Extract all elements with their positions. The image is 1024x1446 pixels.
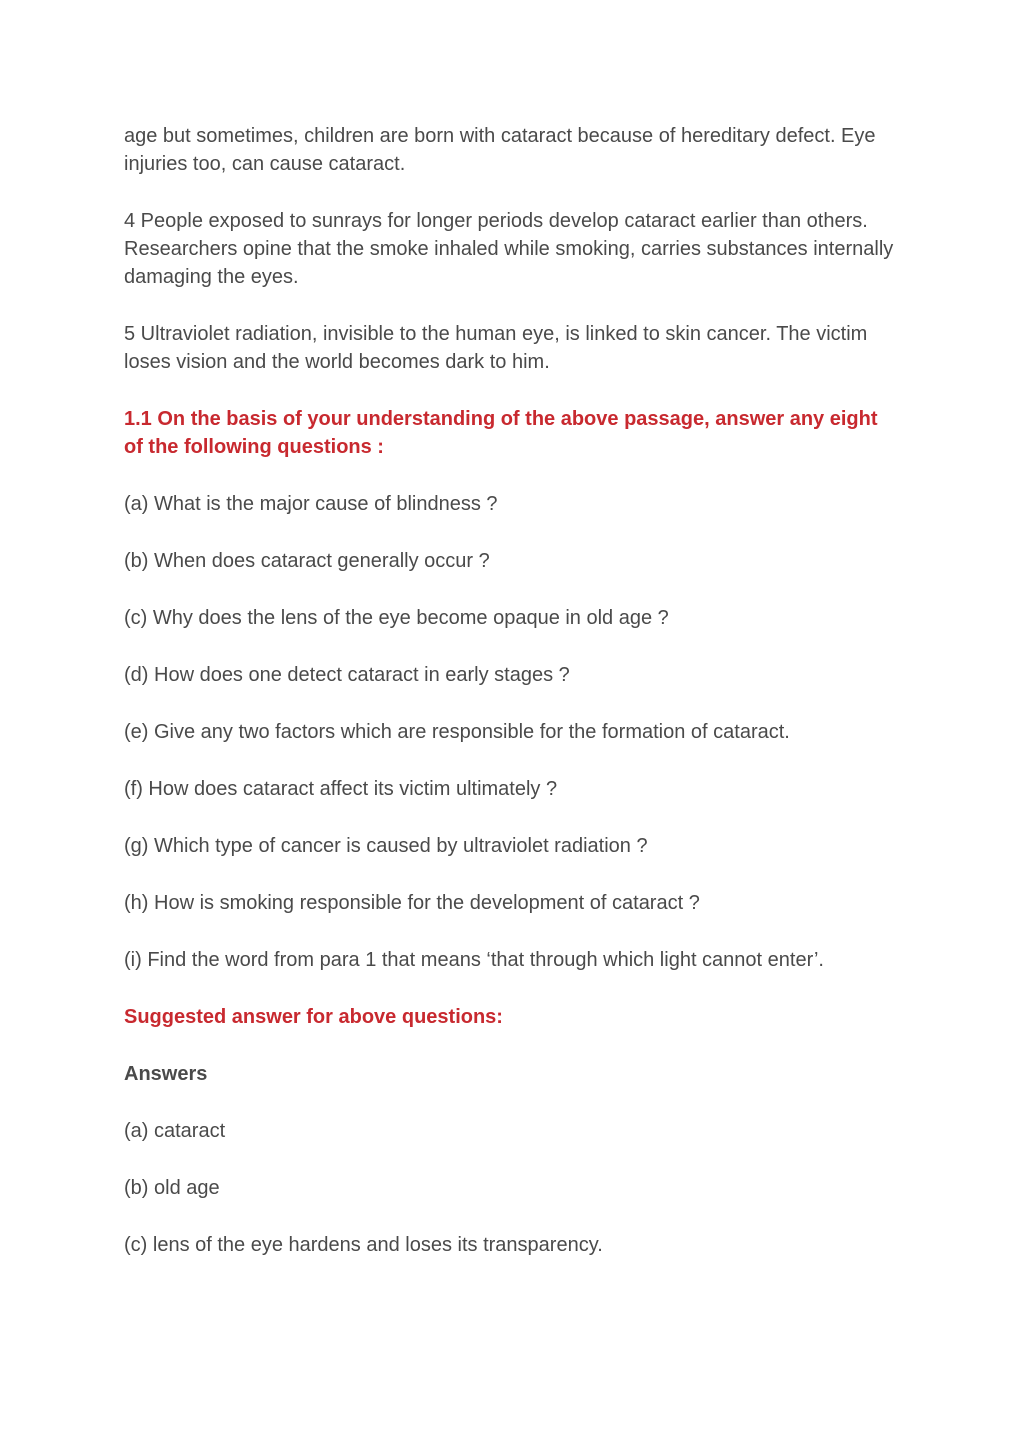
passage-paragraph-4: 4 People exposed to sunrays for longer periods develop cataract earlier than others. Researchers opine that the smoke inhaled while smoking, carries substances internally damaging the eyes. [124, 210, 894, 288]
answers-heading: Answers [124, 1063, 208, 1085]
suggested-answers-heading: Suggested answer for above questions: [124, 1006, 503, 1028]
question-d: (d) How does one detect cataract in early stages ? [124, 664, 570, 686]
answer-a: (a) cataract [124, 1120, 226, 1142]
passage-paragraph-3-end: age but sometimes, children are born with cataract because of hereditary defect. Eye injuries too, can cause cataract. [124, 125, 876, 175]
question-h: (h) How is smoking responsible for the development of cataract ? [124, 892, 700, 914]
document-page [124, 122, 900, 1288]
passage-paragraph-5: 5 Ultraviolet radiation, invisible to the human eye, is linked to skin cancer. The victim loses vision and the world becomes dark to him. [124, 323, 868, 373]
question-e: (e) Give any two factors which are responsible for the formation of cataract. [124, 721, 790, 743]
question-a: (a) What is the major cause of blindness ? [124, 493, 498, 515]
question-b: (b) When does cataract generally occur ? [124, 550, 490, 572]
question-c: (c) Why does the lens of the eye become opaque in old age ? [124, 607, 669, 629]
answer-c: (c) lens of the eye hardens and loses its transparency. [124, 1234, 603, 1256]
answer-b: (b) old age [124, 1177, 220, 1199]
questions-heading: 1.1 On the basis of your understanding of the above passage, answer any eight of the following questions : [124, 408, 878, 458]
question-i: (i) Find the word from para 1 that means ‘that through which light cannot enter’. [124, 949, 824, 971]
question-g: (g) Which type of cancer is caused by ultraviolet radiation ? [124, 835, 648, 857]
question-f: (f) How does cataract affect its victim ultimately ? [124, 778, 558, 800]
